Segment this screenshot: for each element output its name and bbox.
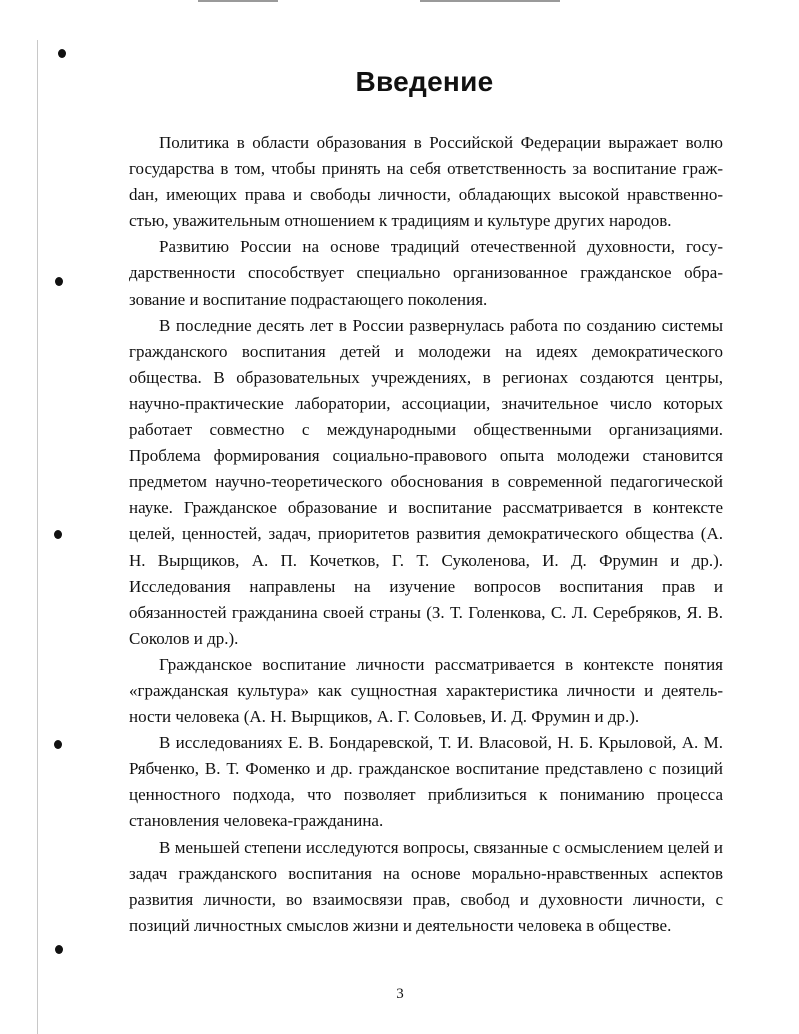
punch-hole-1 [58,49,66,58]
paragraph-3: В последние десять лет в России развернулась работа по созданию системы гражданского воспитания детей и молодежи на идеях демократического общества. В образовательных учреждениях, в регионах создаются центры, научно-практические лаборатории, ассоциации, значительное число которых работает совместно с международными общественными организациями. Проблема формирования социально-правового опыта молодежи становится предметом научно-теоретического обоснования в современной педагогической науке. Гражданское образование и воспитание рассматривается в контексте целей, ценностей, задач, приоритетов развития демократического общества (А. Н. Вырщиков, А. П. Кочетков, Г. Т. Суколенова, И. Д. Фрумин и др.). Исследования направлены на изучение вопросов воспитания прав и обязанностей гражданина своей страны (З. Т. Голенкова, С. Л. Серебряков, Я. В. Соколов и др.). [129,315,723,648]
paragraph-2: Развитию России на основе традиций отечественной духовности, государственности способствует специально организованное гражданское образование и воспитание подрастающего поколения. [129,237,723,309]
page-title: Введение [355,66,494,97]
punch-hole-2 [55,277,63,286]
punch-hole-3 [54,530,62,539]
page-number: 3 [396,986,404,1002]
punch-hole-5 [55,945,63,954]
body-text [129,130,723,939]
scan-top-rule-right [420,0,560,2]
paragraph-6: В меньшей степени исследуются вопросы, связанные с осмыслением целей и задач гражданского воспитания на основе морально-нравственных аспектов развития личности, во взаимосвязи прав, свобод и духовности личности, с позиций личностных смыслов жизни и деятельности человека в обществе. [129,837,723,935]
paragraph-1: Политика в области образования в Российской Федерации выражает волю государства в том, чтобы принять на себя ответственность за воспитание гражdан, имеющих права и свободы личности, обладающих высокой нравственностью, уважительным отношением к традициям и культуре других народов. [129,133,723,231]
scan-left-margin-line [37,40,38,1034]
paragraph-5: В исследованиях Е. В. Бондаревской, Т. И. Власовой, Н. Б. Крыловой, А. М. Рябченко, В. Т. Фоменко и др. гражданское воспитание представлено с позиций ценностного подхода, что позволяет приблизиться к пониманию процесса становления человека-гражданина. [129,733,723,831]
punch-hole-4 [54,740,62,749]
scan-top-rule-left [198,0,278,2]
paragraph-4: Гражданское воспитание личности рассматривается в контексте понятия «гражданская культура» как сущностная характеристика личности и деятельности человека (А. Н. Вырщиков, А. Г. Соловьев, И. Д. Фрумин и др.). [129,654,723,727]
